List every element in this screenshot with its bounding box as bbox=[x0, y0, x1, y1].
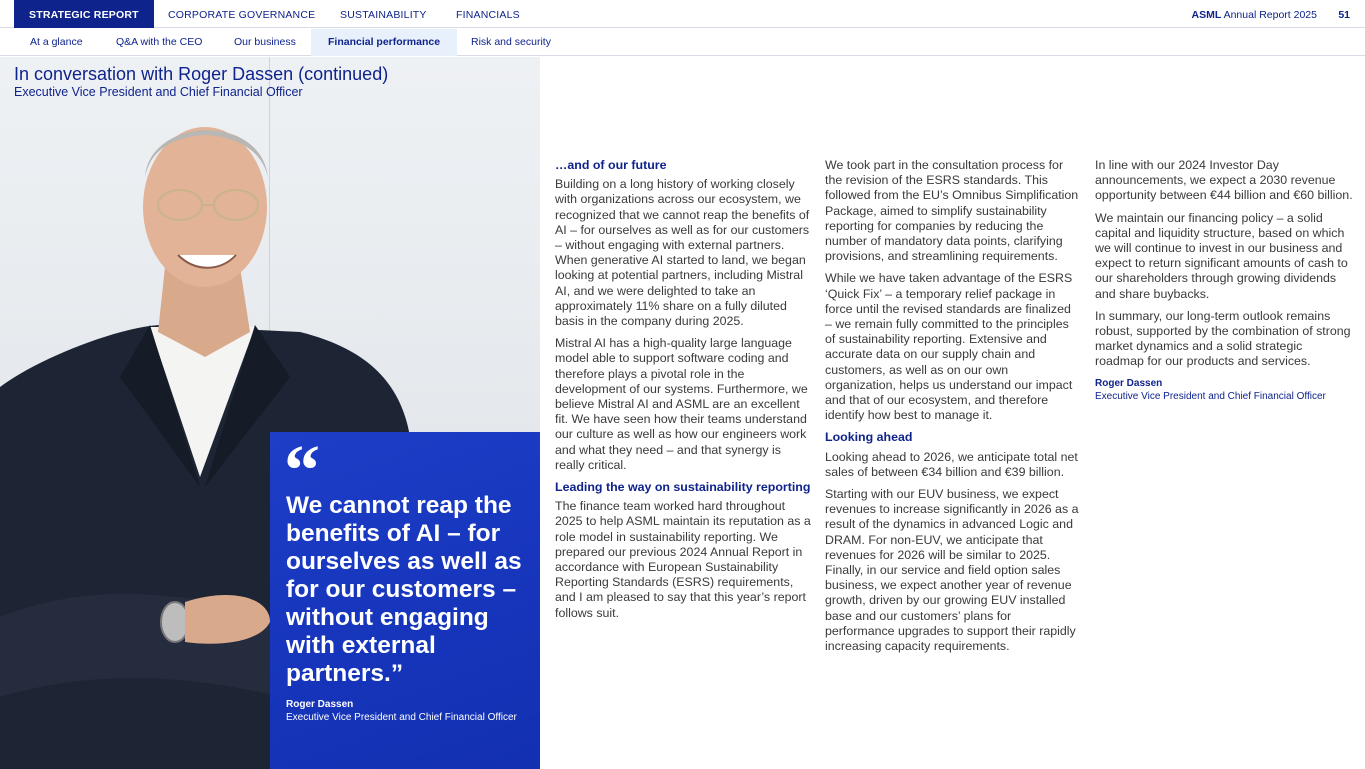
paragraph: Starting with our EUV business, we expect revenues to increase significantly in 2026 as a result of the dynamics in advanced Logic and DRAM. For non-EUV, we anticipate that revenues for 2026 will be similar to 2025. Finally, in our service and field option sales business, we expect another year of revenue growth, driven by our growing EUV installed base and our customers’ plans for performance upgrades to support their rapidly increasing capacity requirements. bbox=[825, 487, 1079, 654]
page-title: In conversation with Roger Dassen (continued) bbox=[14, 64, 389, 84]
brand-name: ASML bbox=[1191, 9, 1222, 21]
tab-corporate-governance[interactable]: CORPORATE GOVERNANCE bbox=[168, 9, 316, 21]
section-heading-future: …and of our future bbox=[555, 158, 667, 172]
signature-name: Roger Dassen bbox=[1095, 377, 1163, 389]
text-column-2 bbox=[825, 158, 1080, 661]
paragraph: We took part in the consultation process for the revision of the ESRS standards. This followed from the EU’s Omnibus Simplification Package, aimed to simplify sustainability reporting for companies by reducing the number of mandatory data points, clarifying provisions, and streamlining requirements. bbox=[825, 158, 1079, 264]
page-number: 51 bbox=[1338, 9, 1350, 21]
paragraph: Building on a long history of working closely with organizations across our ecosystem, we recognized that we cannot reap the benefits of AI – for ourselves as well as for our customers – without engaging with external partners. When generative AI started to land, we began looking at potential partners, including Mistral AI, and we were delighted to take an approximately 11% share on a fully diluted basis in the company during 2025. bbox=[555, 177, 810, 329]
tab-strategic-report[interactable]: STRATEGIC REPORT bbox=[14, 0, 154, 28]
brand-report-label: Annual Report 2025 bbox=[1221, 9, 1317, 21]
section-navigation bbox=[0, 29, 1365, 56]
paragraph: In summary, our long-term outlook remains robust, supported by the combination of strong market dynamics and a solid strategic roadmap for our products and services. bbox=[1095, 308, 1351, 369]
subnav-qa-with-ceo[interactable]: Q&A with the CEO bbox=[116, 36, 203, 48]
paragraph: The finance team worked hard throughout 2025 to help ASML maintain its reputation as a role model in sustainability reporting. We prepared our previous 2024 Annual Report in accordance with European Sustainability Reporting Standards (ESRS) requirements, and I am pleased to say that this year’s report follows suit. bbox=[555, 499, 811, 620]
pull-quote-text: We cannot reap the benefits of AI – for ourselves as well as for our customers – without engaging with external partners.” bbox=[286, 492, 522, 687]
paragraph: While we have taken advantage of the ESRS ‘Quick Fix’ – a temporary relief package in force until the revised standards are finalized – we remain fully committed to the principles of sustainability reporting. Extensive and accurate data on our supply chain and customers, as well as on our own organization, helps us understand our impact and that of our ecosystem, and therefore identify how best to manage it. bbox=[825, 271, 1073, 423]
text-column-3 bbox=[1095, 158, 1353, 403]
tab-sustainability[interactable]: SUSTAINABILITY bbox=[340, 9, 427, 21]
paragraph: Mistral AI has a high-quality large language model able to support software coding and therefore plays a pivotal role in the development of our systems. Furthermore, we believe Mistral AI and ASML are an excellent fit. We have seen how their teams understand our culture as well as how our engineers work and what they need – and that synergy is really critical. bbox=[555, 336, 808, 472]
subnav-financial-performance[interactable]: Financial performance bbox=[311, 29, 457, 56]
pull-quote-panel bbox=[270, 432, 540, 769]
tab-financials[interactable]: FINANCIALS bbox=[456, 9, 520, 21]
quotation-mark-icon: “ bbox=[284, 430, 320, 510]
section-heading-sustainability-reporting: Leading the way on sustainability reporting bbox=[555, 480, 811, 495]
text-column-1 bbox=[555, 158, 813, 628]
quote-author-name: Roger Dassen bbox=[286, 699, 354, 710]
paragraph: In line with our 2024 Investor Day announcements, we expect a 2030 revenue opportunity between €44 billion and €60 billion. bbox=[1095, 158, 1353, 203]
top-navigation bbox=[0, 0, 1365, 28]
report-brand[interactable] bbox=[1192, 0, 1318, 30]
section-heading-looking-ahead: Looking ahead bbox=[825, 430, 913, 445]
subnav-risk-and-security[interactable]: Risk and security bbox=[471, 36, 551, 48]
signature-role: Executive Vice President and Chief Financial Officer bbox=[1095, 390, 1326, 402]
page-subtitle: Executive Vice President and Chief Financial Officer bbox=[14, 85, 303, 99]
subnav-at-a-glance[interactable]: At a glance bbox=[30, 36, 83, 48]
paragraph: We maintain our financing policy – a solid capital and liquidity structure, based on which we will continue to invest in our business and expect to return significant amounts of cash to our shareholders through growing dividends and share buybacks. bbox=[1095, 210, 1348, 301]
subnav-our-business[interactable]: Our business bbox=[234, 36, 296, 48]
quote-author-role: Executive Vice President and Chief Financial Officer bbox=[286, 712, 517, 723]
paragraph: Looking ahead to 2026, we anticipate total net sales of between €34 billion and €39 billion. bbox=[825, 449, 1078, 479]
